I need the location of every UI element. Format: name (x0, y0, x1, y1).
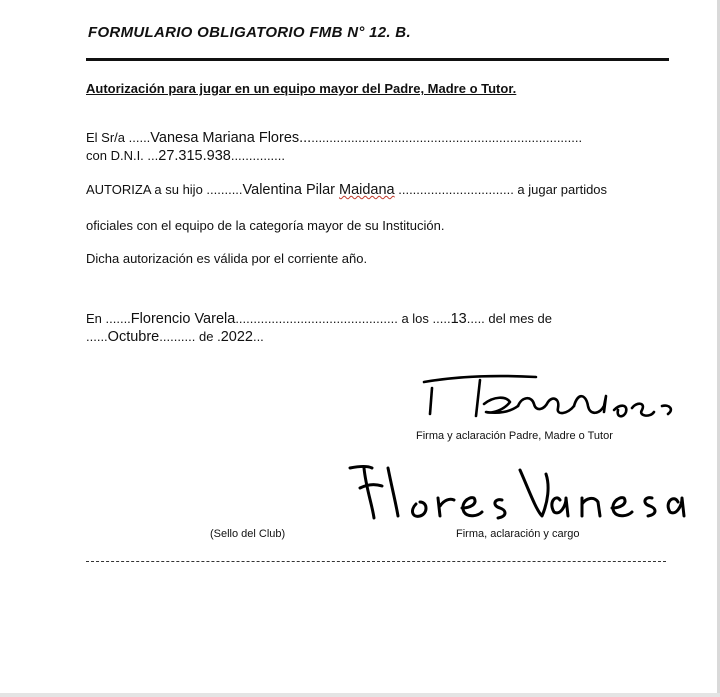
title-rule (86, 58, 669, 61)
dni-line (86, 148, 285, 164)
page-bottom-shade (0, 693, 720, 697)
parent-signature-caption: Firma y aclaración Padre, Madre o Tutor (416, 430, 613, 442)
dni-value: 27.315.938 (158, 148, 231, 164)
dni-dots: ............... (230, 148, 286, 163)
year-suffix: ... (252, 329, 264, 344)
year-value: 2022 (220, 329, 253, 345)
place-date-line (86, 311, 552, 327)
month-value: Octubre (107, 329, 160, 345)
club-seal-caption: (Sello del Club) (210, 528, 286, 540)
authorization-prefix: AUTORIZA a su hijo .......... (86, 182, 243, 197)
parent-dots: ........................................................................... (311, 130, 583, 145)
validity-line: Dicha autorización es válida por el corriente año. (86, 251, 368, 266)
parent-signature (418, 366, 678, 436)
place-mid: ............................................. a los ..... (235, 311, 451, 326)
form-title: FORMULARIO OBLIGATORIO FMB N° 12. B. (88, 24, 411, 41)
month-prefix: ...... (86, 329, 108, 344)
dni-prefix: con D.N.I. ... (86, 148, 159, 163)
authorization-line (86, 182, 607, 198)
month-mid: .......... de . (159, 329, 221, 344)
child-first-names: Valentina Pilar (242, 182, 339, 198)
child-last-name: Maidana (339, 182, 395, 198)
parent-prefix: El Sr/a ...... (86, 130, 151, 145)
authorization-suffix: ................................ a jugar partidos (394, 182, 608, 197)
parent-name-value: Vanesa Mariana Flores... (150, 130, 312, 146)
place-value: Florencio Varela (130, 311, 236, 327)
club-signature-caption: Firma, aclaración y cargo (456, 528, 580, 540)
place-prefix: En ....... (86, 311, 131, 326)
official-matches-line: oficiales con el equipo de la categoría mayor de su Institución. (86, 218, 445, 233)
form-subtitle: Autorización para jugar en un equipo mayor del Padre, Madre o Tutor. (86, 81, 517, 96)
day-suffix: ..... del mes de (466, 311, 552, 326)
dashed-cut-line (86, 561, 666, 562)
parent-name-line (86, 130, 582, 146)
club-signature (342, 458, 692, 528)
month-year-line (86, 329, 264, 345)
day-value: 13 (450, 311, 467, 327)
